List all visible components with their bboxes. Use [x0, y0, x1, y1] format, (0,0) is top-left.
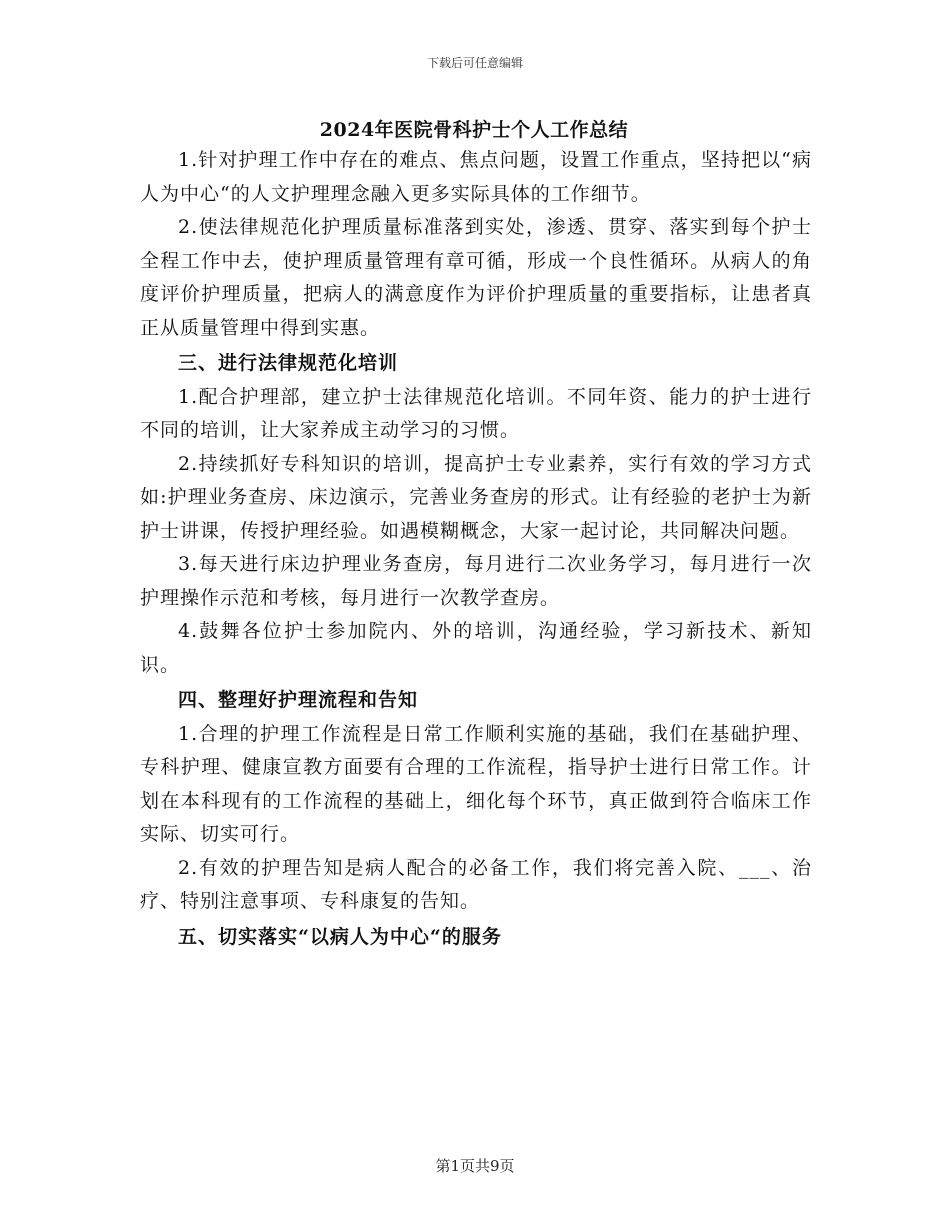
page-footer-number: 第1页共9页 [435, 1157, 515, 1175]
paragraph: 2.使法律规范化护理质量标准落到实处，渗透、贯穿、落实到每个护士全程工作中去，使护理质量管理有章可循，形成一个良性循环。从病人的角度评价护理质量，把病人的满意度作为评价护理质量的重要指标，让患者真正从质量管理中得到实惠。 [140, 216, 812, 339]
document-title: 2024年医院骨科护士个人工作总结 [319, 119, 629, 141]
paragraph: 1.合理的护理工作流程是日常工作顺利实施的基础，我们在基础护理、专科护理、健康宣教方面要有合理的工作流程，指导护士进行日常工作。计划在本科现有的工作流程的基础上，细化每个环节，真正做到符合临床工作实际、切实可行。 [140, 722, 812, 845]
paragraph: 1.配合护理部，建立护士法律规范化培训。不同年资、能力的护士进行不同的培训，让大家养成主动学习的习惯。 [140, 385, 812, 441]
paragraph: 3.每天进行床边护理业务查房，每月进行二次业务学习，每月进行一次护理操作示范和考核，每月进行一次教学查房。 [140, 553, 812, 609]
section-heading: 四、整理好护理流程和告知 [178, 689, 419, 711]
section-heading: 三、进行法律规范化培训 [178, 352, 399, 374]
paragraph: 4.鼓舞各位护士参加院内、外的培训，沟通经验，学习新技术、新知识。 [140, 620, 812, 676]
paragraph: 2.持续抓好专科知识的培训，提高护士专业素养，实行有效的学习方式如:护理业务查房、床边演示，完善业务查房的形式。让有经验的老护士为新护士讲课，传授护理经验。如遇模糊概念，大家一起讨论，共同解决问题。 [140, 452, 812, 542]
paragraph: 1.针对护理工作中存在的难点、焦点问题，设置工作重点，坚持把以“病人为中心“的人文护理理念融入更多实际具体的工作细节。 [140, 149, 812, 205]
document-body [140, 144, 812, 954]
paragraph: 2.有效的护理告知是病人配合的必备工作，我们将完善入院、___、治疗、特别注意事项、专科康复的告知。 [140, 856, 812, 912]
section-heading: 五、切实落实“以病人为中心“的服务 [178, 925, 502, 948]
page-header-note: 下载后可任意编辑 [426, 56, 523, 70]
